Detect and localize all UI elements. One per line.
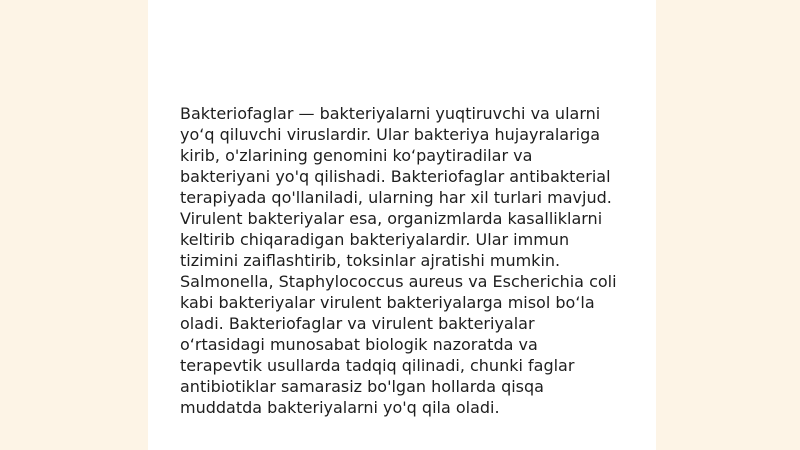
document-page <box>148 0 656 450</box>
body-paragraph: Bakteriofaglar — bakteriyalarni yuqtiruvchi va ularni yo‘q qiluvchi viruslardir. Ular bakteriya hujayralariga kirib, o'zlarining genomini ko‘paytiradilar va bakteriyani yo'q qilishadi. Bakteriofaglar antibakterial terapiyada qo'llaniladi, ularning har xil turlari mavjud. Virulent bakteriyalar esa, organizmlarda kasalliklarni keltirib chiqaradigan bakteriyalardir. Ular immun tizimini zaiflashtirib, toksinlar ajratishi mumkin. Salmonella, Staphylococcus aureus va Escherichia coli kabi bakteriyalar virulent bakteriyalarga misol bo‘la oladi. Bakteriofaglar va virulent bakteriyalar o‘rtasidagi munosabat biologik nazoratda va terapevtik usullarda tadqiq qilinadi, chunki faglar antibiotiklar samarasiz bo'lgan hollarda qisqa muddatda bakteriyalarni yo'q qila oladi. <box>180 104 617 417</box>
